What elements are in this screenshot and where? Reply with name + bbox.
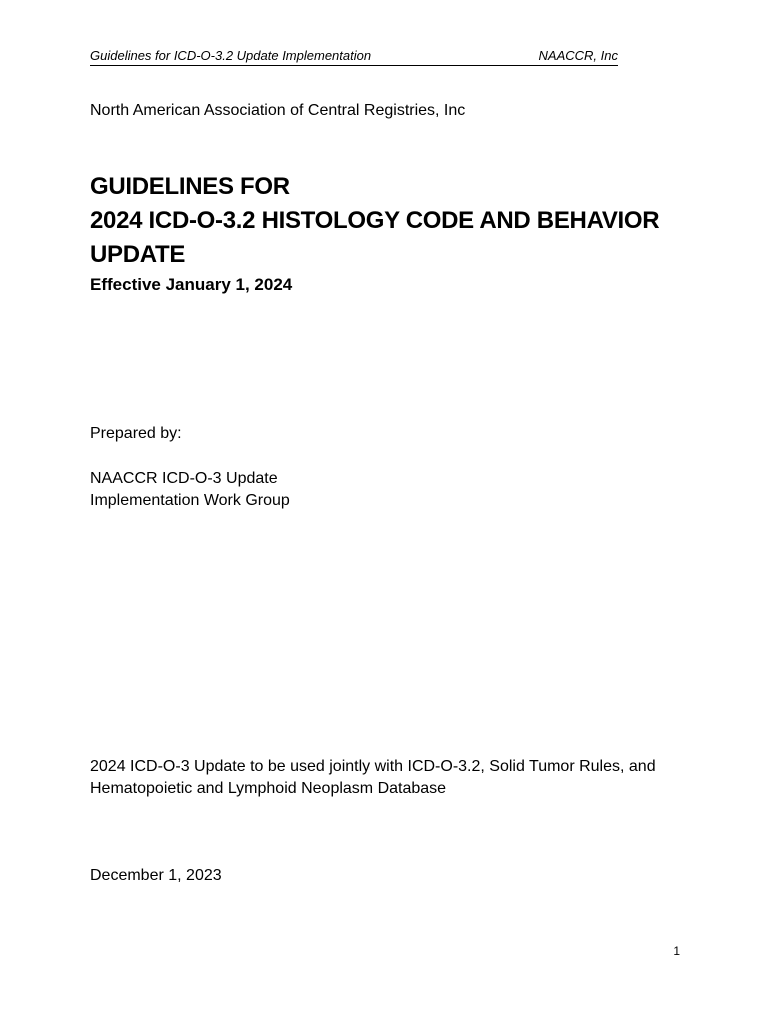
organization-name: North American Association of Central Registries, Inc xyxy=(90,102,466,119)
header-document-title: Guidelines for ICD-O-3.2 Update Implementation xyxy=(90,48,372,63)
prepared-by-label: Prepared by: xyxy=(90,425,182,442)
title-line-1: GUIDELINES FOR xyxy=(90,173,290,200)
header-organization: NAACCR, Inc xyxy=(538,48,618,63)
document-title xyxy=(90,170,690,272)
publication-date: December 1, 2023 xyxy=(90,867,222,884)
work-group-line-1: NAACCR ICD-O-3 Update xyxy=(90,470,278,487)
running-header xyxy=(90,48,618,66)
page-number: 1 xyxy=(673,944,680,958)
work-group-line-2: Implementation Work Group xyxy=(90,492,290,509)
usage-note-line-2: Hematopoietic and Lymphoid Neoplasm Database xyxy=(90,780,447,797)
usage-note-line-1: 2024 ICD-O-3 Update to be used jointly with ICD-O-3.2, Solid Tumor Rules, and xyxy=(90,758,656,775)
usage-note xyxy=(90,756,690,800)
work-group xyxy=(90,468,690,512)
effective-date: Effective January 1, 2024 xyxy=(90,275,293,294)
title-line-2: 2024 ICD-O-3.2 HISTOLOGY CODE AND BEHAVIOR xyxy=(90,207,660,234)
title-line-3: UPDATE xyxy=(90,241,186,268)
